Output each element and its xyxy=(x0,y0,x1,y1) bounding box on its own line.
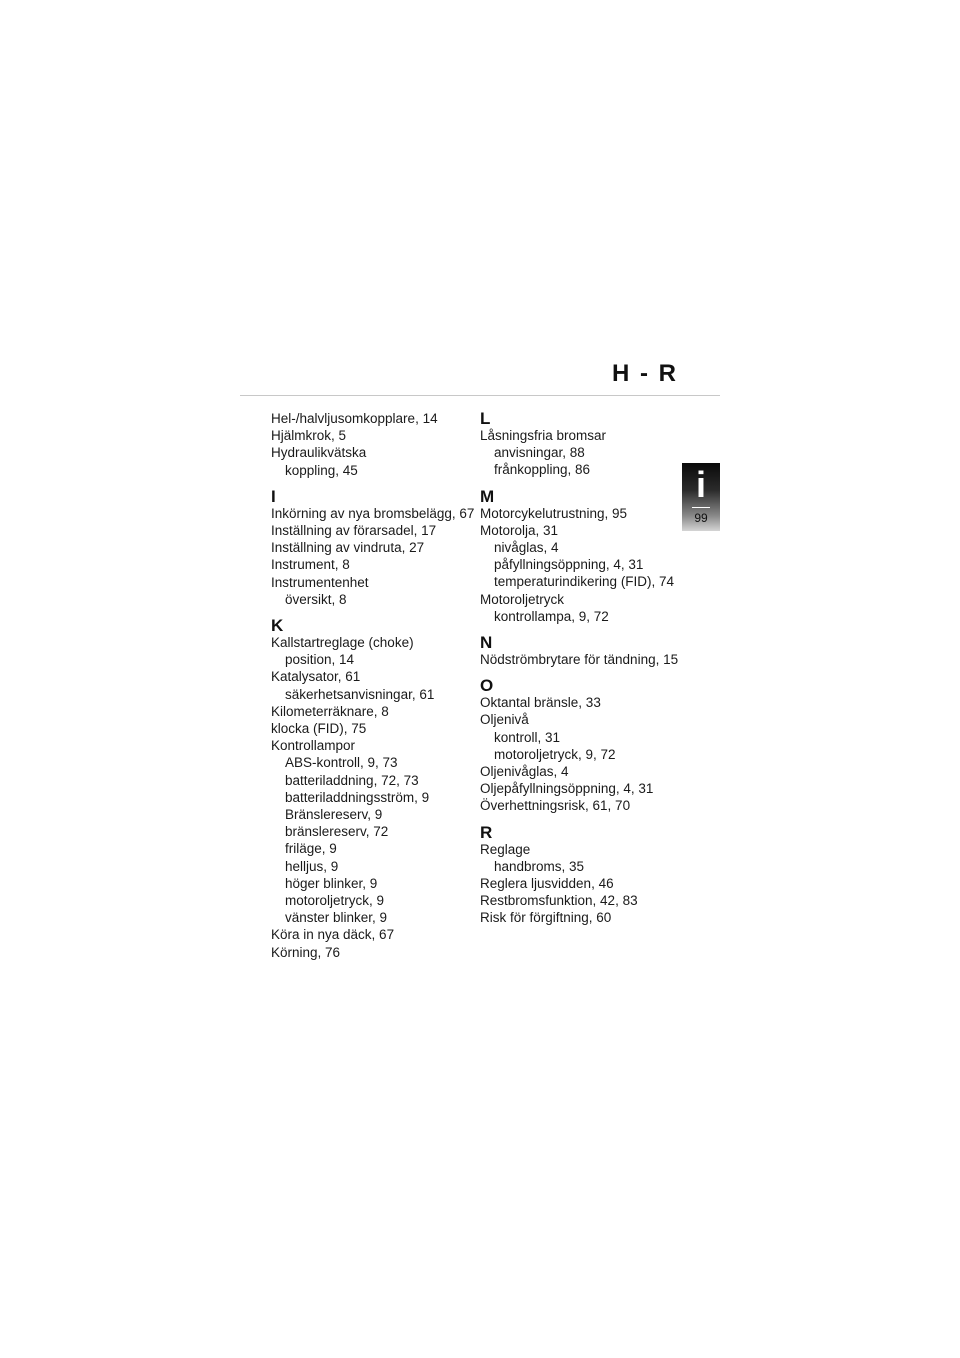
index-entry: klocka (FID), 75 xyxy=(271,721,367,737)
index-entry: Instrument, 8 xyxy=(271,557,350,573)
index-group xyxy=(480,488,678,625)
index-letter-heading: O xyxy=(480,676,494,696)
index-subentry: koppling, 45 xyxy=(285,462,358,478)
index-entry: Inställning av vindruta, 27 xyxy=(271,540,425,556)
index-entry: Inkörning av nya bromsbelägg, 67 xyxy=(271,505,475,521)
index-subentry: position, 14 xyxy=(285,652,355,668)
page-title: H - R xyxy=(612,360,678,387)
index-entry: Hel-/halvljusomkopplare, 14 xyxy=(271,411,438,426)
tab-divider xyxy=(692,507,710,508)
index-subentry: handbroms, 35 xyxy=(494,858,585,874)
index-entry: Instrumentenhet xyxy=(271,574,369,590)
index-entry: Restbromsfunktion, 42, 83 xyxy=(480,893,638,909)
index-group xyxy=(271,410,474,479)
index-group xyxy=(271,488,474,608)
index-letter-heading: R xyxy=(480,822,493,842)
index-subentry: motoroljetryck, 9 xyxy=(285,893,385,909)
info-icon: i xyxy=(695,464,706,505)
index-letter-heading: I xyxy=(271,486,276,506)
index-subentry: kontrollampa, 9, 72 xyxy=(494,608,609,624)
index-entry: Hjälmkrok, 5 xyxy=(271,428,347,444)
index-subentry: påfyllningsöppning, 4, 31 xyxy=(494,557,644,573)
index-entry: Körning, 76 xyxy=(271,944,341,960)
index-entry: Risk för förgiftning, 60 xyxy=(480,910,612,926)
index-entry: Kilometerräknare, 8 xyxy=(271,703,389,719)
index-column-right xyxy=(480,410,678,927)
index-letter-heading: K xyxy=(271,616,284,636)
index-entry: Reglera ljusvidden, 46 xyxy=(480,876,614,892)
index-entry: Nödströmbrytare för tändning, 15 xyxy=(480,652,679,668)
index-column-left xyxy=(271,410,474,961)
index-group xyxy=(480,677,678,814)
index-subentry: frånkoppling, 86 xyxy=(494,462,591,478)
index-subentry: höger blinker, 9 xyxy=(285,875,378,891)
index-entry: Motoroljetryck xyxy=(480,591,565,607)
index-letter-heading: M xyxy=(480,486,495,506)
index-group xyxy=(480,634,678,668)
index-entry: Reglage xyxy=(480,841,531,857)
index-group xyxy=(271,617,474,961)
index-subentry: friläge, 9 xyxy=(285,841,337,857)
index-entry: Katalysator, 61 xyxy=(271,669,361,685)
index-entry: Oljenivå xyxy=(480,712,529,728)
page-number: 99 xyxy=(694,511,708,525)
index-entry: Överhettningsrisk, 61, 70 xyxy=(480,798,631,814)
index-entry: Kontrollampor xyxy=(271,738,356,754)
index-entry: Oljenivåglas, 4 xyxy=(480,764,569,780)
index-subentry: motoroljetryck, 9, 72 xyxy=(494,746,616,762)
index-section-tab xyxy=(682,463,720,531)
index-entry: Kallstartreglage (choke) xyxy=(271,635,414,651)
index-entry: Oljepåfyllningsöppning, 4, 31 xyxy=(480,781,654,797)
index-subentry: kontroll, 31 xyxy=(494,729,561,745)
index-subentry: anvisningar, 88 xyxy=(494,445,585,461)
index-entry: Motorcykelutrustning, 95 xyxy=(480,505,628,521)
index-group xyxy=(480,410,678,479)
index-subentry: bränslereserv, 72 xyxy=(285,824,389,840)
index-entry: Hydraulikvätska xyxy=(271,445,367,461)
index-subentry: temperaturindikering (FID), 74 xyxy=(494,574,675,590)
index-subentry: nivåglas, 4 xyxy=(494,540,559,556)
index-subentry: översikt, 8 xyxy=(285,591,347,607)
index-letter-heading: L xyxy=(480,409,491,428)
index-entry: Köra in nya däck, 67 xyxy=(271,927,395,943)
index-subentry: batteriladdningsström, 9 xyxy=(285,789,430,805)
index-entry: Inställning av förarsadel, 17 xyxy=(271,523,437,539)
index-subentry: Bränslereserv, 9 xyxy=(285,807,383,823)
index-subentry: helljus, 9 xyxy=(285,858,339,874)
index-entry: Låsningsfria bromsar xyxy=(480,428,607,443)
index-letter-heading: N xyxy=(480,633,493,653)
index-subentry: ABS-kontroll, 9, 73 xyxy=(285,755,398,771)
header-divider xyxy=(240,395,720,396)
index-entry: Oktantal bränsle, 33 xyxy=(480,695,601,711)
index-entry: Motorolja, 31 xyxy=(480,522,559,538)
index-subentry: vänster blinker, 9 xyxy=(285,910,388,926)
index-group xyxy=(480,824,678,927)
index-subentry: batteriladdning, 72, 73 xyxy=(285,772,419,788)
index-subentry: säkerhetsanvisningar, 61 xyxy=(285,686,435,702)
